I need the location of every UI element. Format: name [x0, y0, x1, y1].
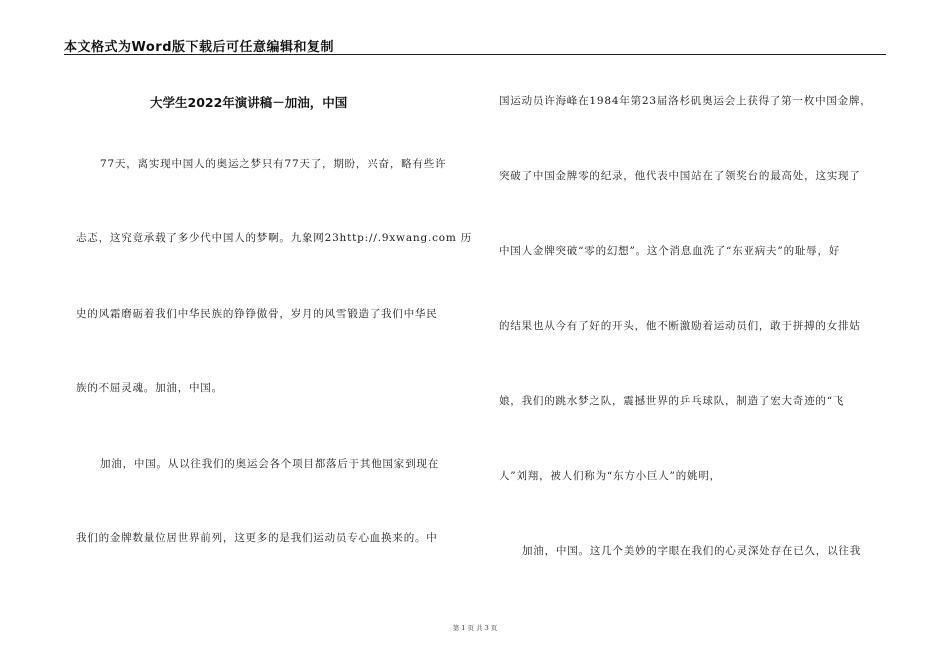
right-line-5: 娘，我们的跳水梦之队，震撼世界的乒乓球队，制造了宏大奇迹的“飞 [499, 395, 845, 407]
left-line-5: 加油，中国。从以往我们的奥运会各个项目都落后于其他国家到现在 [100, 458, 439, 470]
page-number: 第 1 页 共 3 页 [452, 624, 498, 632]
right-line-7: 加油，中国。这几个美妙的字眼在我们的心灵深处存在已久，以往我 [522, 545, 861, 557]
right-line-1: 国运动员许海峰在1984年第23届洛杉矶奥运会上获得了第一枚中国金牌， [499, 95, 872, 107]
header-notice: 本文格式为Word版下载后可任意编辑和复制 [64, 40, 335, 55]
document-title: 大学生2022年演讲稿－加油，中国 [150, 95, 348, 110]
right-line-4: 的结果也从今有了好的开头，他不断激励着运动员们，敢于拼搏的女排姑 [499, 320, 861, 332]
left-line-6: 我们的金牌数量位居世界前列，这更多的是我们运动员专心血换来的。中 [76, 532, 438, 544]
page-header [64, 36, 886, 55]
left-line-2: 忐忑，这究竟承载了多少代中国人的梦啊。九象网23http://.9xwang.com 历 [76, 232, 473, 244]
left-line-1: 77天，离实现中国人的奥运之梦只有77天了，期盼，兴奋，略有些许 [100, 158, 447, 170]
left-line-4: 族的不屈灵魂。加油，中国。 [76, 382, 223, 394]
right-line-3: 中国人金牌突破“零的幻想”。这个消息血洗了“东亚病夫”的耻辱，好 [499, 245, 841, 257]
left-line-3: 史的风霜磨砺着我们中华民族的铮铮傲骨，岁月的风雪锻造了我们中华民 [76, 308, 438, 320]
right-line-6: 人”刘翔，被人们称为“东方小巨人”的姚明， [499, 470, 721, 482]
right-line-2: 突破了中国金牌零的纪录，他代表中国站在了领奖台的最高处，这实现了 [499, 170, 861, 182]
